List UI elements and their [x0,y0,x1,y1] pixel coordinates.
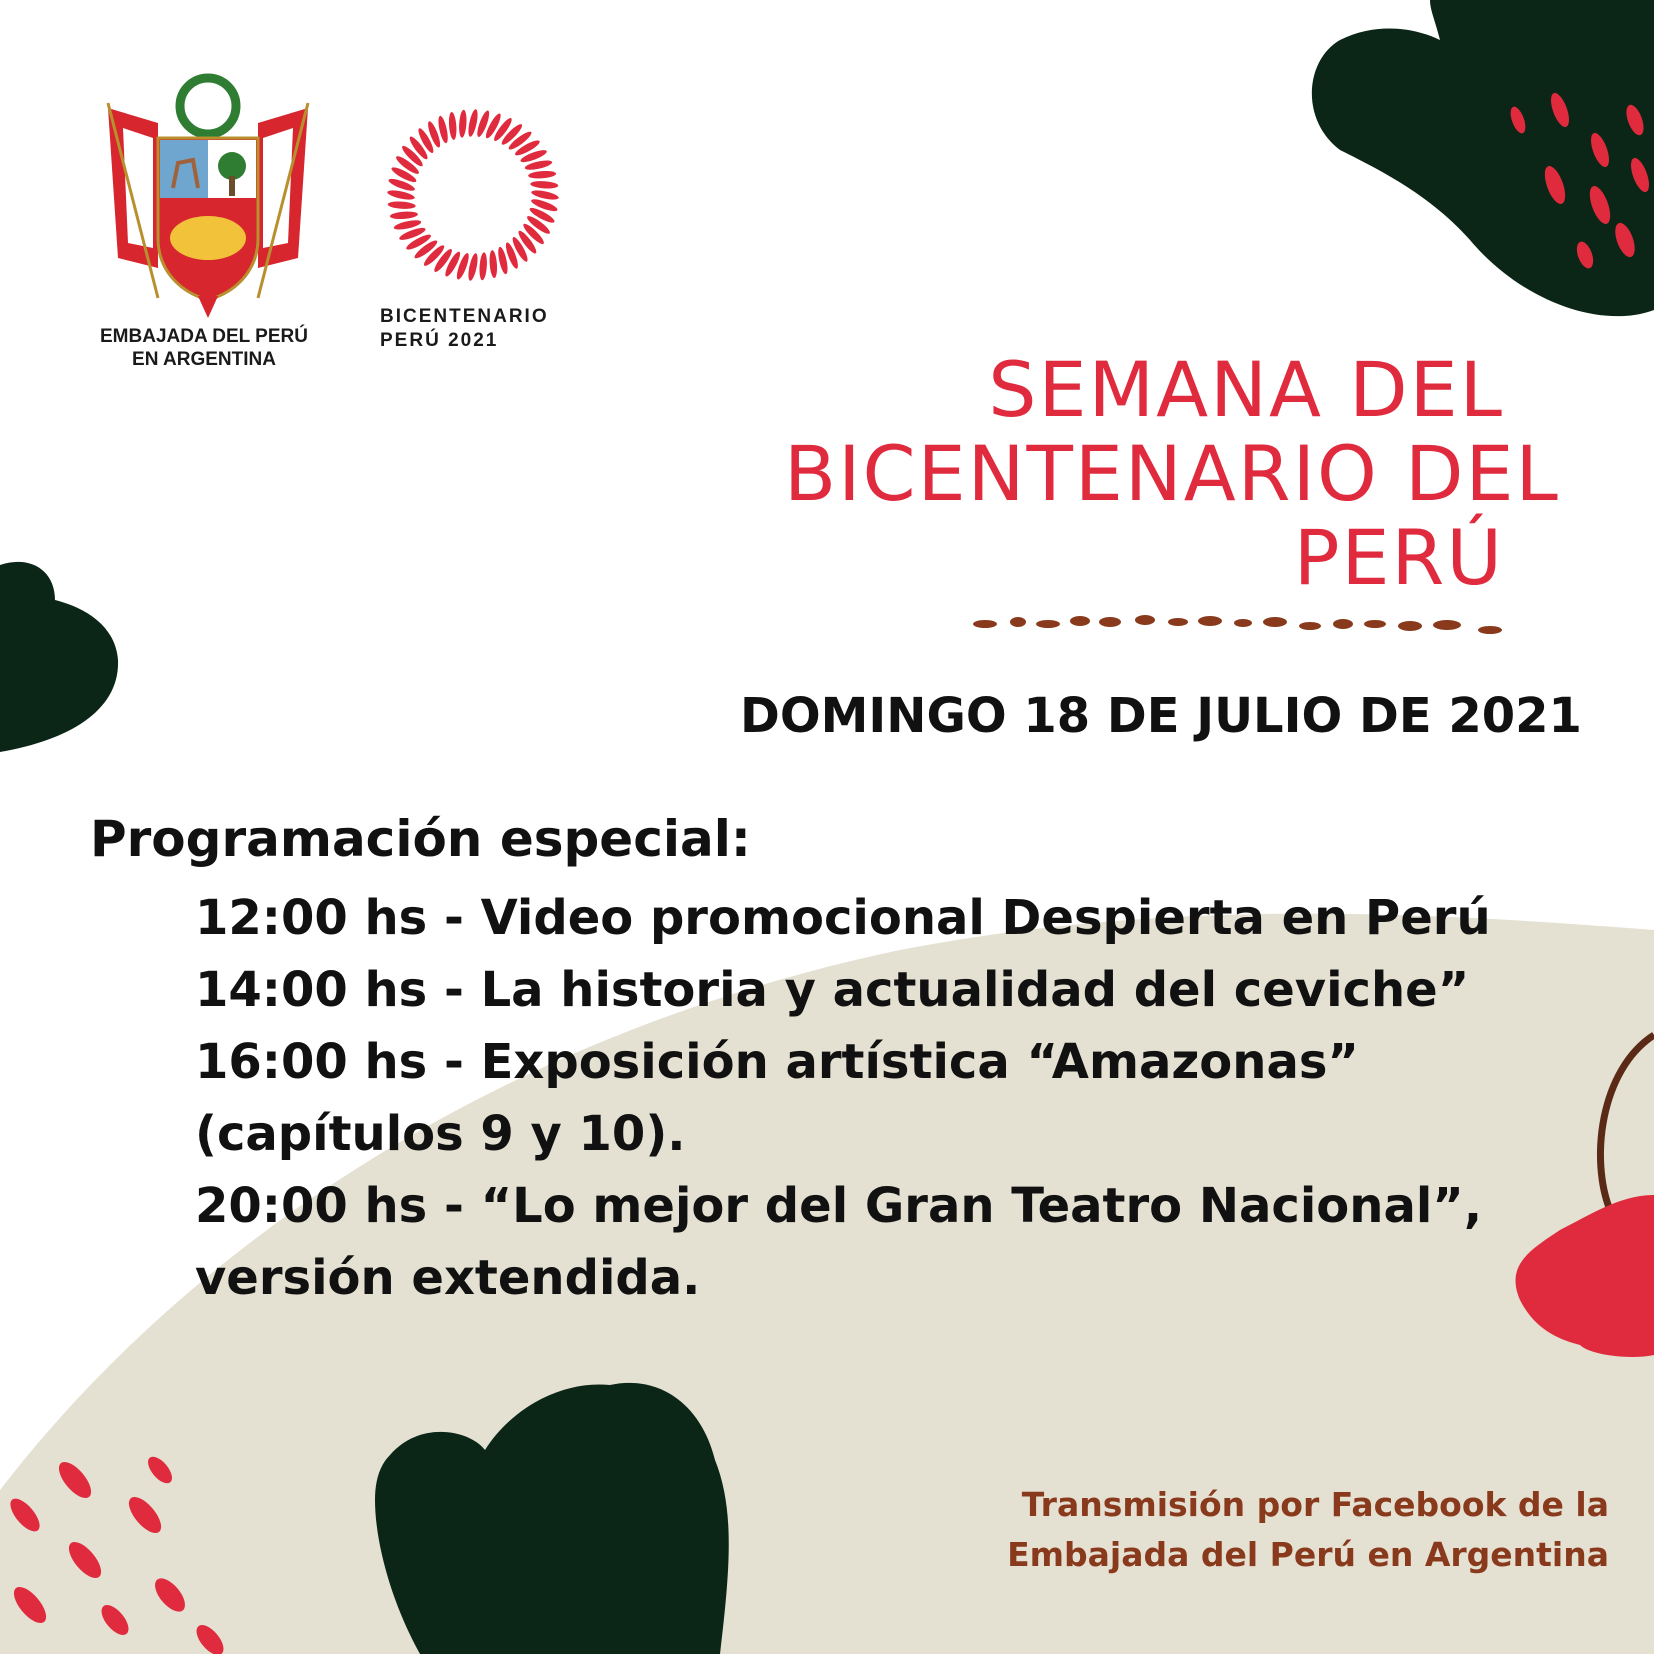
bicentenario-sunburst-icon [378,100,568,290]
title-line-1: SEMANA DEL [988,345,1504,434]
embajada-caption-line1: EMBAJADA DEL PERÚ [100,326,308,347]
embajada-caption [92,325,316,371]
event-date: DOMINGO 18 DE JULIO DE 2021 [740,688,1582,744]
peru-coat-of-arms-icon [98,68,318,318]
title-line-3: PERÚ [1293,513,1504,602]
program-item: 20:00 hs - “Lo mejor del Gran Teatro Nacional”, [195,1178,1483,1234]
title-divider [973,615,1502,634]
broadcast-note [909,1480,1609,1580]
program-item: 14:00 hs - La historia y actualidad del ceviche” [195,962,1470,1018]
broadcast-note-line1: Transmisión por Facebook de la [1021,1485,1609,1524]
left-leaf [0,562,118,752]
broadcast-note-line2: Embajada del Perú en Argentina [1007,1535,1609,1574]
title-line-2: BICENTENARIO DEL [784,429,1560,518]
bicentenario-caption-line1: BICENTENARIO [380,306,549,327]
program-list [195,882,1595,1314]
program-item: versión extendida. [195,1250,701,1306]
program-item: 16:00 hs - Exposición artística “Amazonas” [195,1034,1359,1090]
bicentenario-caption-line2: PERÚ 2021 [380,330,499,351]
event-title [784,345,1560,602]
program-item: 12:00 hs - Video promocional Despierta en Perú [195,890,1491,946]
embajada-caption-line2: EN ARGENTINA [132,349,276,370]
program-heading: Programación especial: [90,810,751,868]
program-item: (capítulos 9 y 10). [195,1106,686,1162]
bicentenario-caption [380,305,580,353]
